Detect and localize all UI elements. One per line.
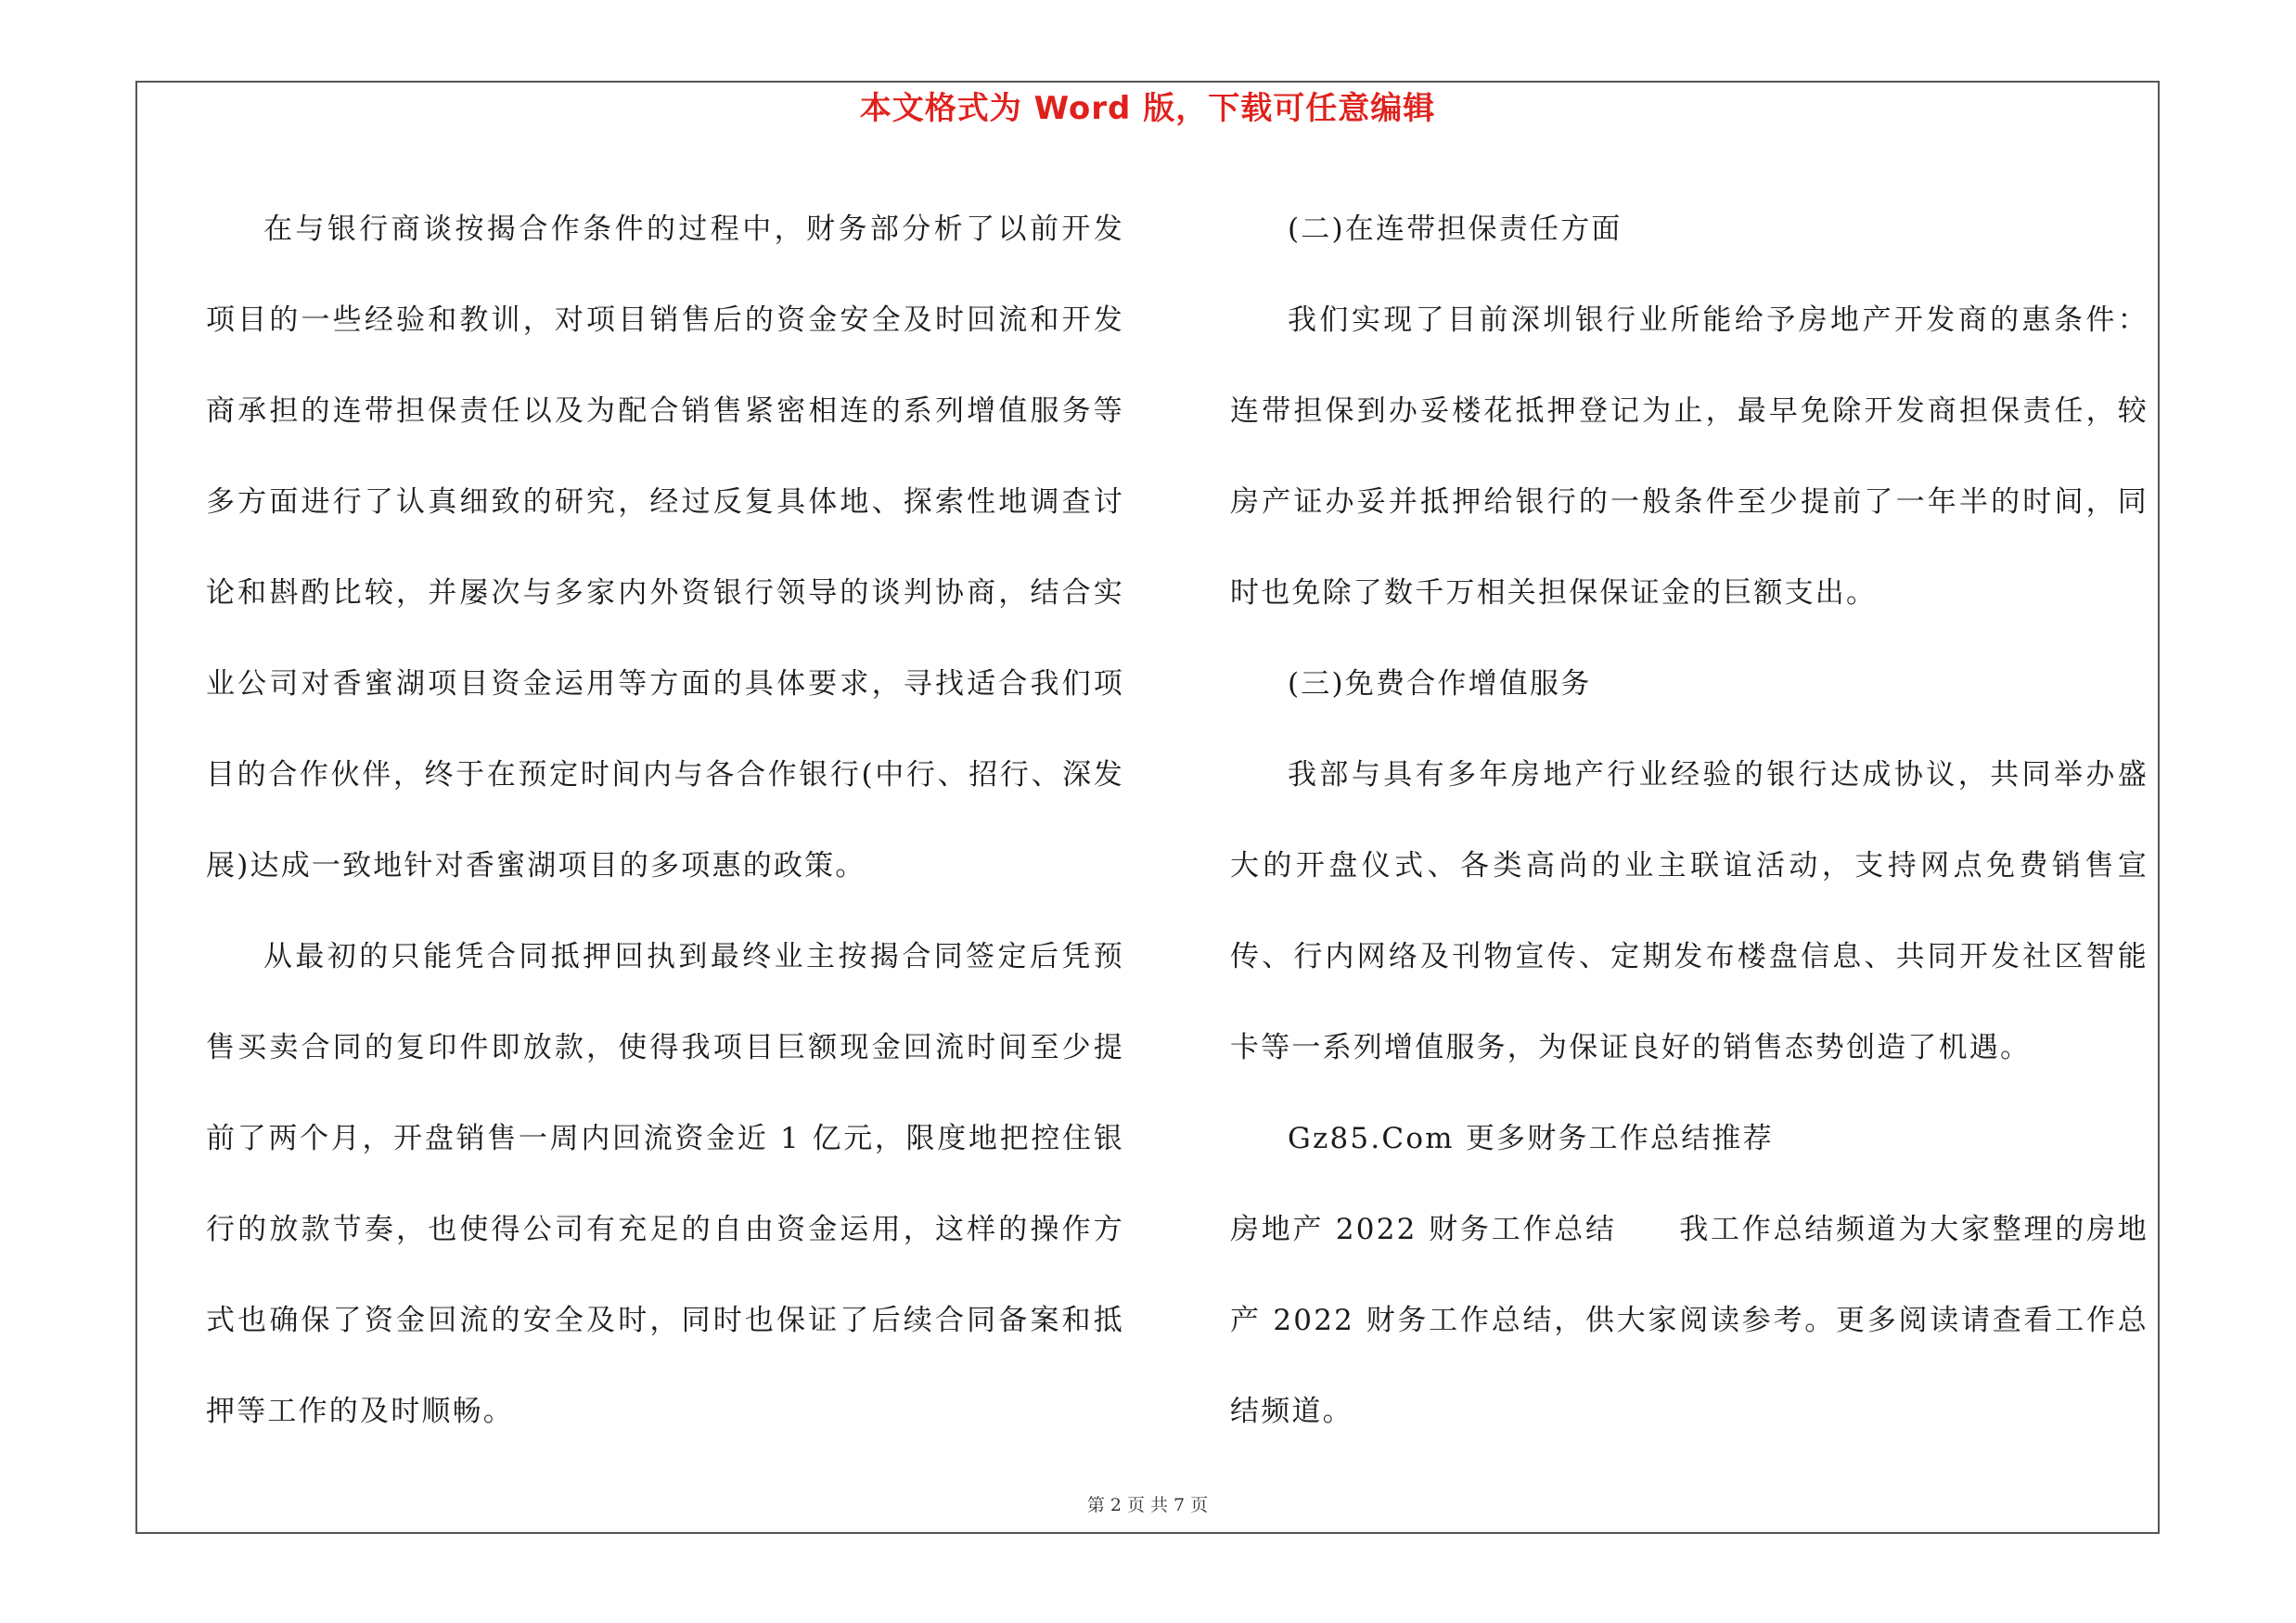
recommend-line: Gz85.Com 更多财务工作总结推荐 — [1288, 1122, 1774, 1155]
section-heading-guarantee: (二)在连带担保责任方面 — [1288, 213, 1623, 246]
paragraph-guarantee: 我们实现了目前深圳银行业所能给予房地产开发商的惠条件：连带担保到办妥楼花抵押登记为止，最早免除开发商担保责任，较房产证办妥并抵押给银行的一般条件至少提前了一年半的时间，同时也免除了数千万相关担保保证金的巨额支出。 — [1230, 303, 2148, 610]
section-heading-value-added: (三)免费合作增值服务 — [1288, 667, 1592, 701]
left-column — [206, 184, 1124, 1457]
page-number-footer: 第 2 页 共 7 页 — [1086, 1495, 1209, 1515]
paragraph-value-added: 我部与具有多年房地产行业经验的银行达成协议，共同举办盛大的开盘仪式、各类高尚的业主联谊活动，支持网点免费销售宣传、行内网络及刊物宣传、定期发布楼盘信息、共同开发社区智能卡等一系列增值服务，为保证良好的销售态势创造了机遇。 — [1230, 758, 2148, 1064]
paragraph-bank-negotiation: 在与银行商谈按揭合作条件的过程中，财务部分析了以前开发项目的一些经验和教训，对项目销售后的资金安全及时回流和开发商承担的连带担保责任以及为配合销售紧密相连的系列增值服务等多方面进行了认真细致的研究，经过反复具体地、探索性地调查讨论和斟酌比较，并屡次与多家内外资银行领导的谈判协商，结合实业公司对香蜜湖项目资金运用等方面的具体要求，寻找适合我们项目的合作伙伴，终于在预定时间内与各合作银行(中行、招行、深发展)达成一致地针对香蜜湖项目的多项惠的政策。 — [206, 213, 1124, 882]
paragraph-fund-return: 从最初的只能凭合同抵押回执到最终业主按揭合同签定后凭预售买卖合同的复印件即放款，使得我项目巨额现金回流时间至少提前了两个月，开盘销售一周内回流资金近 1 亿元，限度地把控住银行的放款节奏，也使得公司有充足的自由资金运用，这样的操作方式也确保了资金回流的安全及时，同时也保证了后续合同备案和抵押等工作的及时顺畅。 — [206, 940, 1124, 1428]
right-column — [1230, 184, 2148, 1457]
format-notice-banner: 本文格式为 Word 版，下载可任意编辑 — [859, 90, 1436, 127]
paragraph-summary: 房地产 2022 财务工作总结 我工作总结频道为大家整理的房地产 2022 财务工作总结，供大家阅读参考。更多阅读请查看工作总结频道。 — [1230, 1213, 2148, 1428]
